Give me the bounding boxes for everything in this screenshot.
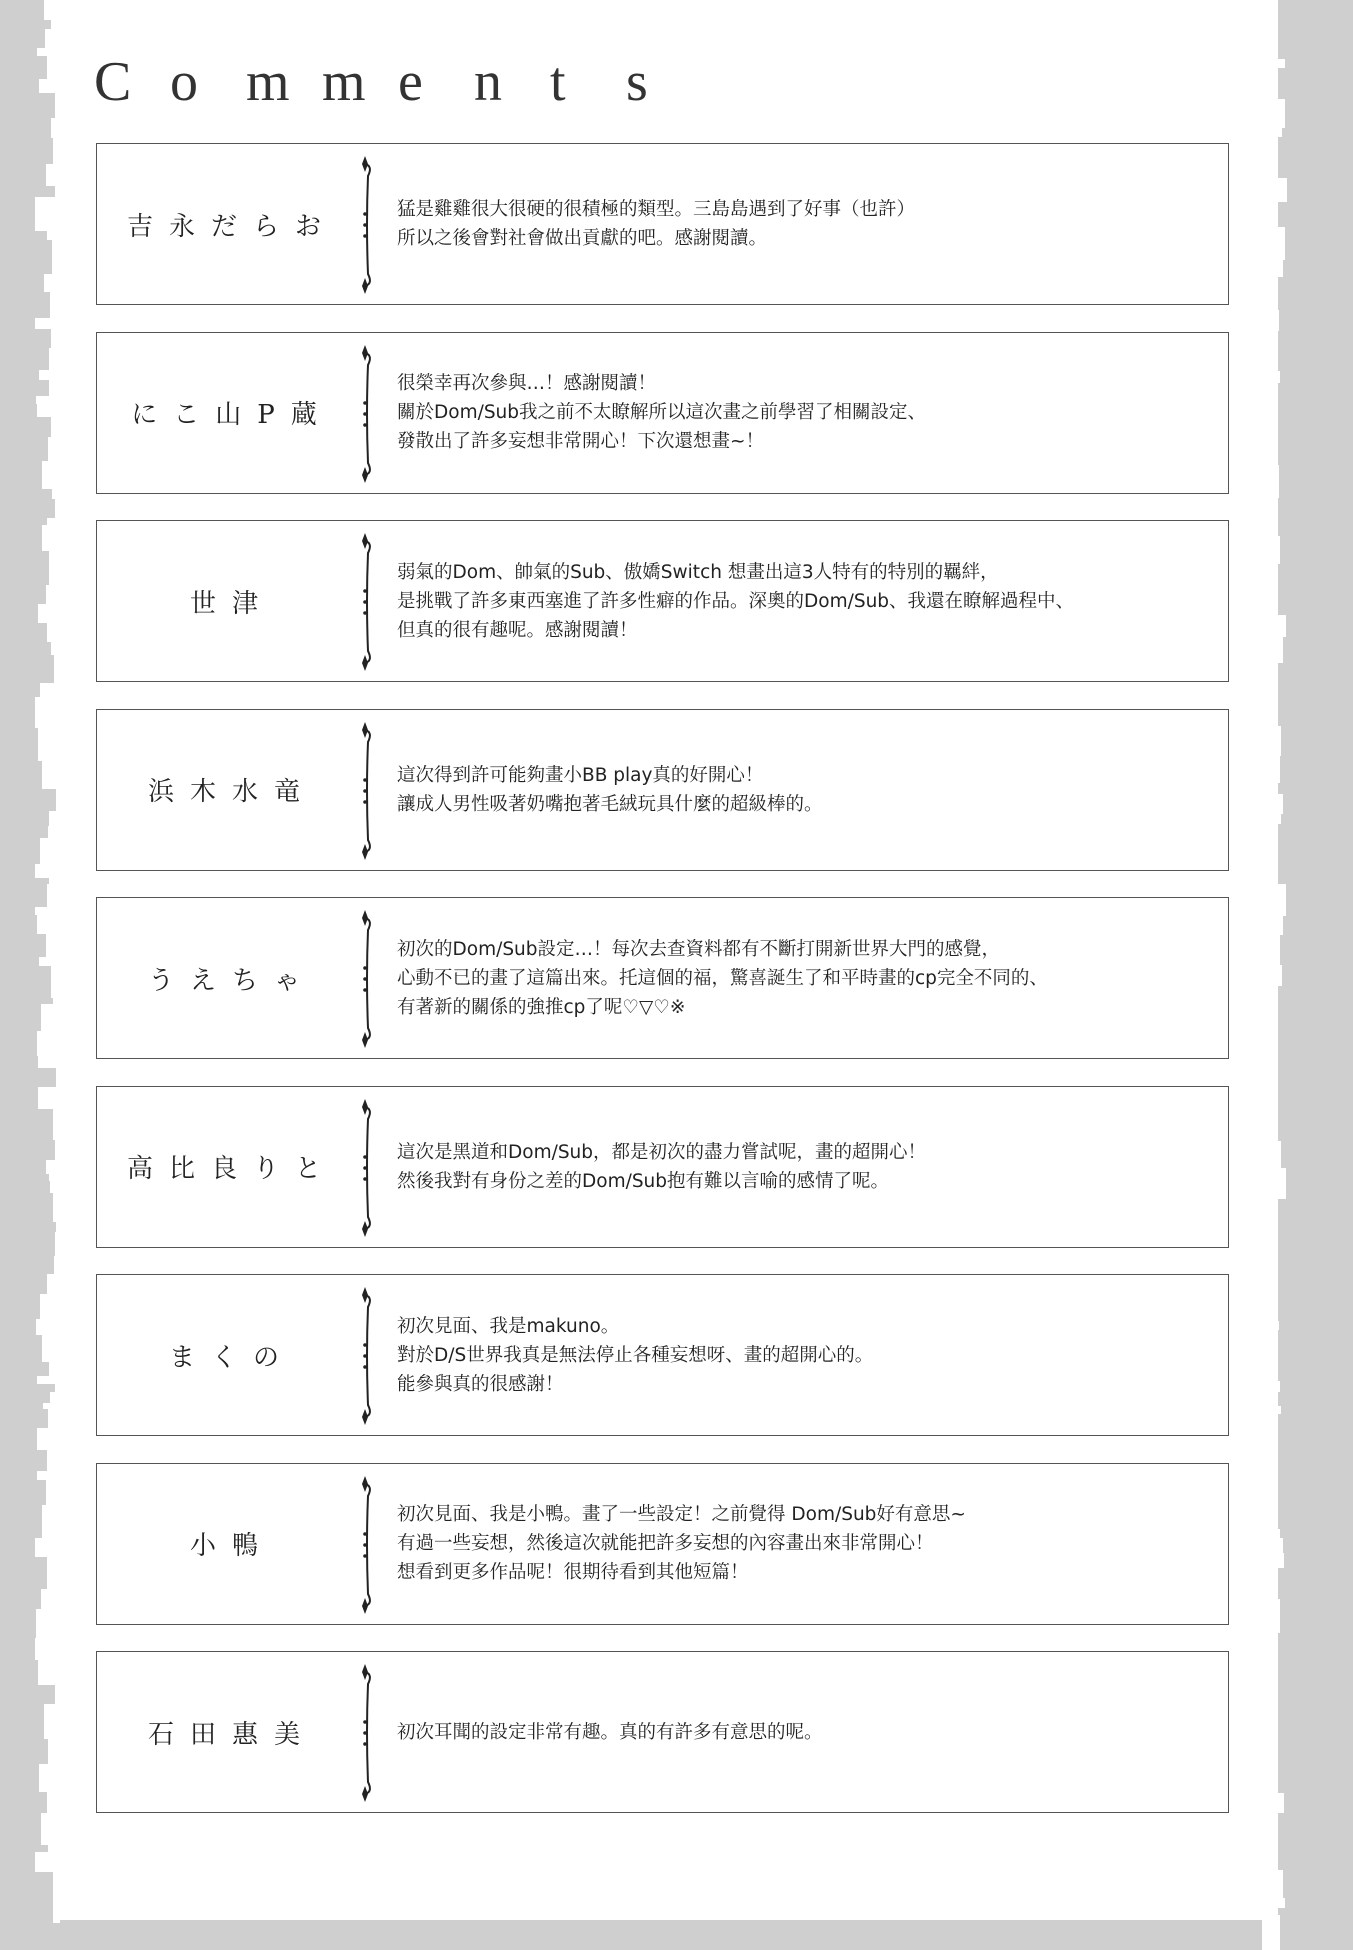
- author-name: にこ山P蔵: [131, 400, 333, 430]
- ornament-divider-icon: [355, 154, 385, 296]
- comment-line: 對於D/S世界我真是無法停止各種妄想呀、畫的超開心的。: [397, 1344, 874, 1366]
- title-letter: m: [246, 51, 290, 113]
- comment-line: 初次耳聞的設定非常有趣。真的有許多有意思的呢。: [397, 1721, 823, 1743]
- comment-line: 想看到更多作品呢！很期待看到其他短篇！: [397, 1562, 749, 1583]
- torn-edge-left: [40, 0, 70, 1920]
- comment-box: [96, 1086, 1229, 1248]
- comment-box: [96, 897, 1229, 1059]
- comment-line: 所以之後會對社會做出貢獻的吧。感謝閱讀。: [397, 228, 768, 249]
- comment-text: [397, 144, 1197, 304]
- author-name: 世津: [189, 588, 274, 619]
- comment-line: 初次的Dom/Sub設定…！每次去查資料都有不斷打開新世界大門的感覺，: [397, 938, 1001, 960]
- comment-box: [96, 1274, 1229, 1436]
- comment-box: [96, 143, 1229, 305]
- comment-text: [397, 333, 1197, 493]
- title-letter: s: [626, 51, 648, 113]
- comment-line: 猛是雞雞很大很硬的很積極的類型。三島島遇到了好事（也許）: [397, 199, 916, 220]
- title-letter: e: [398, 51, 423, 113]
- comment-line: 但真的很有趣呢。感謝閱讀！: [397, 619, 638, 641]
- comment-line: 然後我對有身份之差的Dom/Sub抱有難以言喻的感情了呢。: [397, 1170, 890, 1192]
- author-name: まくの: [168, 1342, 295, 1373]
- ornament-divider-icon: [355, 720, 385, 862]
- author-name: 高比良りと: [126, 1154, 337, 1184]
- comment-text: [397, 1652, 1197, 1812]
- author-name: 浜木水竜: [147, 777, 316, 807]
- comment-line: 關於Dom/Sub我之前不太瞭解所以這次畫之前學習了相關設定、: [397, 402, 927, 423]
- comment-box: [96, 520, 1229, 682]
- title-letter: m: [322, 51, 366, 113]
- comment-box: [96, 709, 1229, 871]
- comment-text: [397, 521, 1197, 681]
- title-letter: t: [550, 51, 566, 113]
- ornament-divider-icon: [355, 1662, 385, 1804]
- ornament-divider-icon: [355, 1097, 385, 1239]
- ornament-divider-icon: [355, 1285, 385, 1427]
- comment-text: [397, 1087, 1197, 1247]
- title-letter: C: [94, 51, 132, 113]
- comment-line: 發散出了許多妄想非常開心！下次還想畫~！: [397, 431, 765, 452]
- comment-line: 讓成人男性吸著奶嘴抱著毛絨玩具什麼的超級棒的。: [397, 793, 823, 815]
- comment-line: 這次得到許可能夠畫小BB play真的好開心！: [397, 764, 764, 786]
- comment-text: [397, 710, 1197, 870]
- comment-text: [397, 1464, 1197, 1624]
- title-letter: n: [474, 51, 502, 113]
- ornament-divider-icon: [355, 343, 385, 485]
- author-name: 小鴨: [189, 1531, 274, 1561]
- comment-line: 初次見面、我是小鴨。畫了一些設定！之前覺得 Dom/Sub好有意思~: [397, 1504, 966, 1525]
- author-name: うえちゃ: [147, 965, 316, 996]
- comment-line: 有過一些妄想，然後這次就能把許多妄想的內容畫出來非常開心！: [397, 1533, 934, 1554]
- author-name: 吉永だらお: [126, 211, 337, 242]
- comment-text: [397, 1275, 1197, 1435]
- comment-line: 很榮幸再次參與…！感謝閱讀！: [397, 373, 657, 394]
- torn-edge-right: [1262, 0, 1292, 1920]
- comment-line: 心動不已的畫了這篇出來。托這個的福，驚喜誕生了和平時畫的cp完全不同的、: [397, 967, 1048, 989]
- title-letter: o: [170, 51, 198, 113]
- author-name: 石田惠美: [147, 1719, 316, 1750]
- page-title: [94, 50, 702, 114]
- comment-line: 是挑戰了許多東西塞進了許多性癖的作品。深奧的Dom/Sub、我還在瞭解過程中、: [397, 590, 1075, 612]
- comment-line: 有著新的關係的強推cp了呢♡▽♡※: [397, 996, 686, 1018]
- ornament-divider-icon: [355, 908, 385, 1050]
- comment-box: [96, 1651, 1229, 1813]
- comment-text: [397, 898, 1197, 1058]
- comment-line: 能參與真的很感謝！: [397, 1373, 564, 1395]
- comment-line: 初次見面、我是makuno。: [397, 1315, 620, 1337]
- comment-line: 這次是黑道和Dom/Sub，都是初次的盡力嘗試呢，畫的超開心！: [397, 1141, 927, 1163]
- comment-box: [96, 1463, 1229, 1625]
- comment-line: 弱氣的Dom、帥氣的Sub、傲嬌Switch 想畫出這3人特有的特別的羈絆，: [397, 561, 999, 583]
- ornament-divider-icon: [355, 531, 385, 673]
- ornament-divider-icon: [355, 1474, 385, 1616]
- comment-box: [96, 332, 1229, 494]
